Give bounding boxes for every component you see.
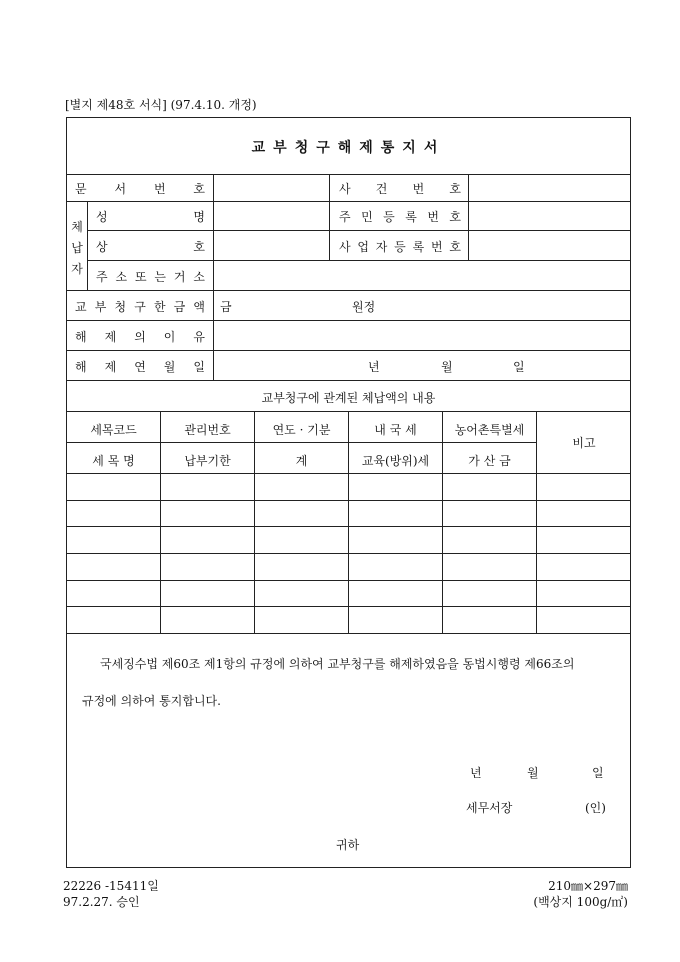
table-row[interactable] (67, 474, 630, 500)
name-field[interactable] (220, 204, 325, 228)
arrears-table-caption: 교부청구에 관계된 체납액의 내용 (261, 391, 436, 405)
release-date-year: 년 (368, 360, 380, 374)
doc-number-label: 문 서 번 호 (75, 182, 205, 196)
header-total: 계 (295, 454, 308, 468)
form-reference-note: [별지 제48호 서식] (97.4.10. 개정) (65, 98, 257, 112)
business-number-field[interactable] (472, 233, 627, 257)
header-payment-deadline: 납부기한 (184, 454, 231, 468)
trade-name-label: 상 호 (96, 240, 205, 254)
table-row[interactable] (67, 501, 630, 526)
notice-date-day: 일 (592, 766, 604, 780)
amount-suffix: 원정 (352, 300, 376, 314)
name-label: 성 명 (96, 210, 205, 224)
paper-size: 210㎜×297㎜ (548, 879, 628, 893)
approval-date: 97.2.27. 승인 (63, 895, 140, 909)
table-row[interactable] (67, 527, 630, 553)
debtor-group-label: 체 납 자 (71, 220, 83, 276)
address-label: 주 소 또 는 거 소 (96, 270, 205, 284)
table-row[interactable] (67, 554, 630, 580)
header-penalty: 가 산 금 (468, 454, 511, 468)
header-tax-item-name: 세 목 명 (92, 454, 135, 468)
table-row[interactable] (67, 581, 630, 606)
notice-text-line1: 국세징수법 제60조 제1항의 규정에 의하여 교부청구를 해제하였음을 동법시행령 제66조의 (100, 657, 575, 671)
header-domestic-tax: 내 국 세 (374, 423, 417, 437)
trade-name-field[interactable] (220, 233, 325, 257)
claim-amount-field[interactable] (236, 293, 346, 317)
claim-amount-label: 교 부 청 구 한 금 액 (75, 300, 205, 314)
header-management-no: 관리번호 (184, 423, 231, 437)
release-date-month: 월 (441, 360, 453, 374)
notice-date-year: 년 (470, 766, 482, 780)
notice-text-line2: 규정에 의하여 통지합니다. (82, 694, 221, 708)
tax-office-head: 세무서장 (466, 801, 513, 815)
seal-mark: (인) (585, 801, 606, 815)
recipient-honorific: 귀하 (336, 838, 360, 852)
release-date-day: 일 (513, 360, 525, 374)
paper-type: (백상지 100g/㎡) (533, 895, 628, 909)
header-year-period: 연도 · 기분 (272, 423, 331, 437)
header-remarks: 비고 (572, 436, 596, 450)
header-education-tax: 교육(방위)세 (361, 454, 430, 468)
release-reason-field[interactable] (220, 323, 627, 347)
header-rural-special-tax: 농어촌특별세 (454, 423, 525, 437)
business-number-label: 사 업 자 등 록 번 호 (339, 240, 461, 254)
doc-number-field[interactable] (220, 176, 325, 200)
resident-number-label: 주 민 등 록 번 호 (339, 210, 461, 224)
resident-number-field[interactable] (472, 204, 627, 228)
table-row[interactable] (67, 607, 630, 633)
case-number-field[interactable] (472, 176, 627, 200)
release-reason-label: 해 제 의 이 유 (75, 330, 205, 344)
form-code: 22226 -15411일 (63, 879, 159, 893)
address-field[interactable] (220, 263, 627, 287)
case-number-label: 사 건 번 호 (339, 182, 461, 196)
header-tax-code: 세목코드 (90, 423, 137, 437)
form-title: 교부청구해제통지서 (251, 140, 446, 156)
notice-date-month: 월 (527, 766, 539, 780)
release-date-label: 해 제 연 월 일 (75, 360, 205, 374)
amount-prefix: 금 (220, 300, 232, 314)
